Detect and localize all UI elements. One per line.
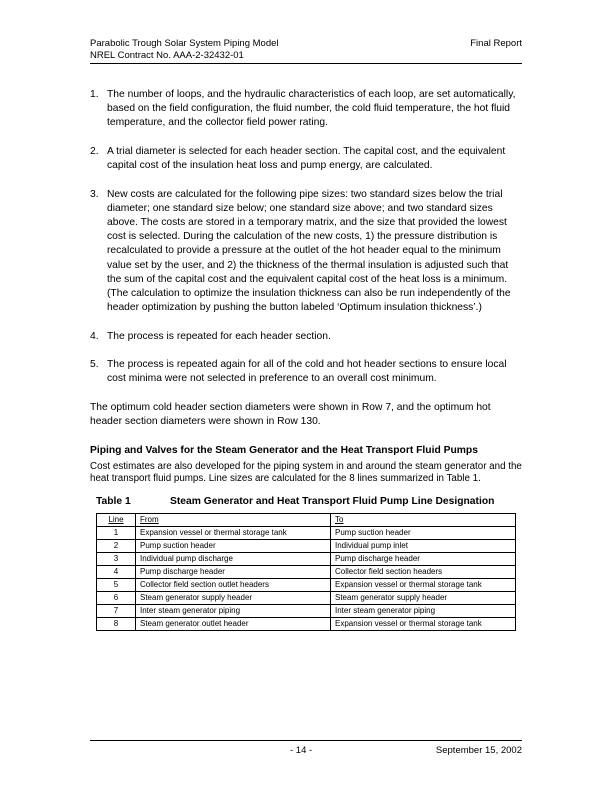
- footer-divider: [90, 740, 522, 741]
- cell-line: 7: [97, 605, 136, 618]
- summary-paragraph: The optimum cold header section diameters were shown in Row 7, and the optimum hot header section diameters were shown in Row 130.: [90, 401, 491, 428]
- step-item: [90, 358, 522, 386]
- column-header-line: Line: [97, 514, 136, 527]
- table-title: Steam Generator and Heat Transport Fluid Pump Line Designation: [170, 496, 495, 508]
- procedure-steps: [90, 88, 522, 387]
- step-item: [90, 88, 522, 131]
- cell-from: Individual pump discharge: [136, 553, 331, 566]
- header-title: Parabolic Trough Solar System Piping Model: [90, 38, 279, 49]
- section-intro: Cost estimates are also developed for the piping system in and around the steam generator and the heat transport fluid pumps. Line sizes are calculated for the 8 lines summarized in Table 1.: [90, 460, 522, 484]
- step-item: [90, 188, 522, 316]
- step-number: 1.: [90, 89, 99, 100]
- cell-from: Expansion vessel or thermal storage tank: [136, 527, 331, 540]
- step-item: [90, 330, 522, 344]
- table-label: Table 1: [96, 496, 131, 508]
- step-number: 2.: [90, 145, 99, 157]
- table-row: [97, 527, 516, 540]
- cell-to: Pump discharge header: [331, 553, 516, 566]
- cell-to: Pump suction header: [331, 527, 516, 540]
- cell-line: 6: [97, 592, 136, 605]
- header-contract: NREL Contract No. AAA-2-32432-01: [90, 49, 244, 61]
- cell-from: Collector field section outlet headers: [136, 579, 331, 592]
- section-heading: Piping and Valves for the Steam Generator and the Heat Transport Fluid Pumps: [90, 444, 478, 456]
- cell-from: Steam generator outlet header: [136, 618, 331, 631]
- column-header-to: To: [331, 514, 516, 527]
- step-text: The number of loops, and the hydraulic characteristics of each loop, are set automatically, based on the field configuration, the fluid number, the cold fluid temperature, the hot fluid temperature, and the collector field power rating.: [107, 89, 516, 129]
- column-header-from: From: [136, 514, 331, 527]
- cell-to: Inter steam generator piping: [331, 605, 516, 618]
- cell-to: Collector field section headers: [331, 566, 516, 579]
- cell-to: Individual pump inlet: [331, 540, 516, 553]
- page-number: - 14 -: [290, 745, 313, 756]
- table-row: [97, 618, 516, 631]
- cell-to: Expansion vessel or thermal storage tank: [331, 579, 516, 592]
- table-row: [97, 540, 516, 553]
- cell-from: Pump suction header: [136, 540, 331, 553]
- step-number: 4.: [90, 330, 99, 342]
- cell-line: 3: [97, 553, 136, 566]
- cell-line: 8: [97, 618, 136, 631]
- cell-from: Inter steam generator piping: [136, 605, 331, 618]
- header-report-type: Final Report: [470, 38, 522, 49]
- table-row: [97, 592, 516, 605]
- step-text: New costs are calculated for the following pipe sizes: two standard sizes below the trial diameter; one standard size below; one standard size above; and two standard sizes above. The costs are stored in a temporary matrix, and the size that provided the lowest cost is selected. During the calculation of the new costs, 1) the pressure distribution is recalculated to provide a pressure at the outlet of the hot header equal to the minimum value set by the user, and 2) the thickness of the thermal insulation is adjusted such that the sum of the capital cost and the equivalent capital cost of the heat loss is a minimum. (The calculation to optimize the insulation thickness can also be run independently of the header optimization by pushing the button labeled ‘Optimum insulation thickness’.): [107, 188, 511, 314]
- document-body: [90, 88, 522, 631]
- footer-date: September 15, 2002: [435, 745, 522, 756]
- line-designation-table: [96, 513, 516, 631]
- cell-to: Expansion vessel or thermal storage tank: [331, 618, 516, 631]
- step-text: A trial diameter is selected for each header section. The capital cost, and the equivalent capital cost of the insulation heat loss and pump energy, are calculated.: [107, 145, 506, 172]
- table-row: [97, 553, 516, 566]
- page-header: [90, 38, 522, 61]
- table-row: [97, 605, 516, 618]
- table-row: [97, 566, 516, 579]
- table-row: [97, 579, 516, 592]
- header-divider: [90, 63, 522, 64]
- table-header-row: [97, 514, 516, 527]
- cell-line: 5: [97, 579, 136, 592]
- step-item: [90, 145, 522, 173]
- cell-line: 1: [97, 527, 136, 540]
- step-number: 3.: [90, 188, 99, 200]
- cell-from: Pump discharge header: [136, 566, 331, 579]
- cell-line: 2: [97, 540, 136, 553]
- cell-from: Steam generator supply header: [136, 592, 331, 605]
- step-text: The process is repeated again for all of the cold and hot header sections to ensure local cost minima were not selected in preference to an overall cost minimum.: [107, 359, 507, 385]
- table-caption: [96, 495, 522, 509]
- cell-to: Steam generator supply header: [331, 592, 516, 605]
- step-text: The process is repeated for each header section.: [107, 330, 331, 342]
- cell-line: 4: [97, 566, 136, 579]
- step-number: 5.: [90, 359, 99, 371]
